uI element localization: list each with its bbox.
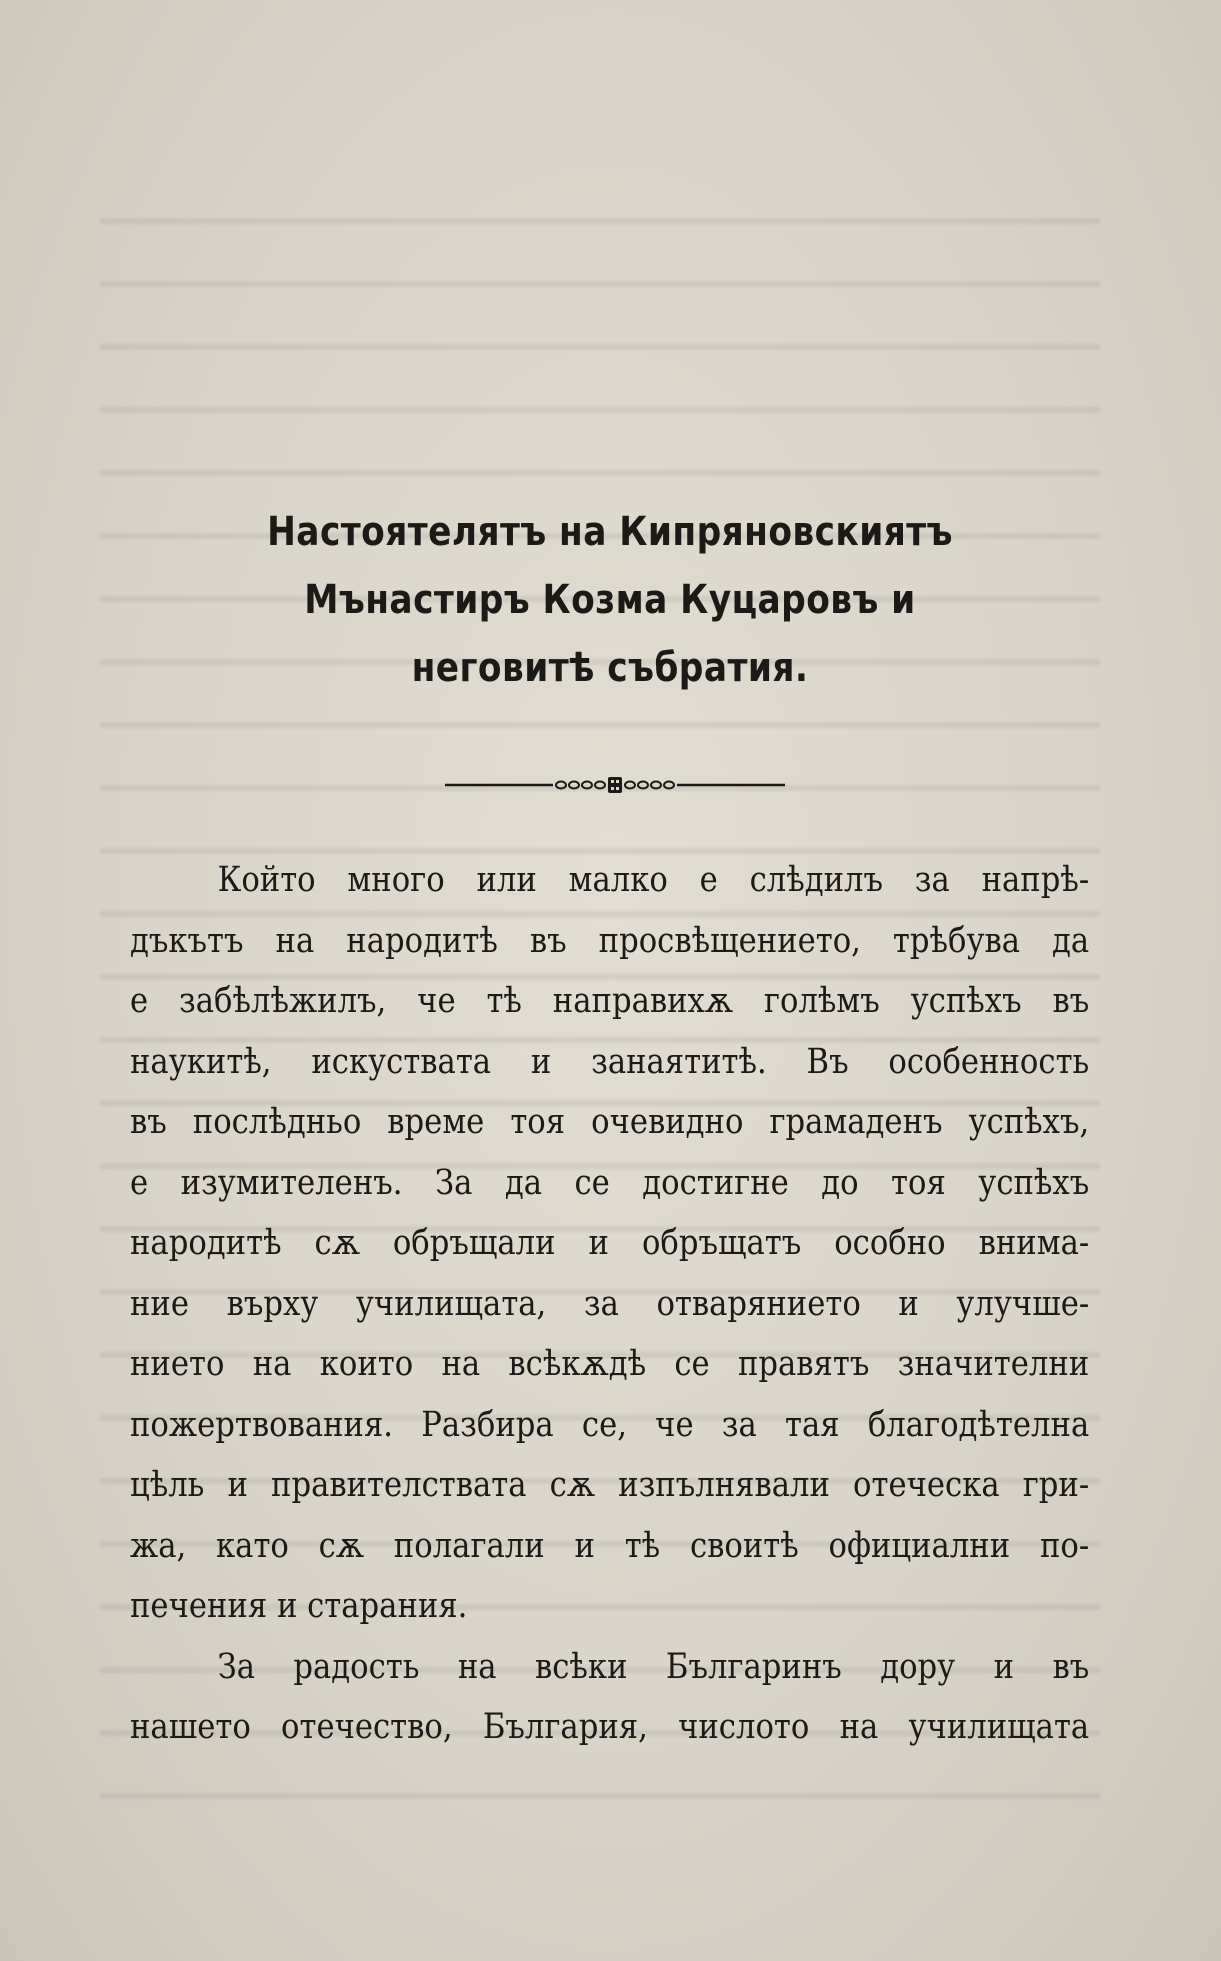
text-line: народитѣ сѫ обръщали и обръщатъ особно внима- xyxy=(130,1223,1090,1263)
text-line: нието на които на всѣкѫдѣ се правятъ значителни xyxy=(130,1344,1090,1384)
text-line: жа, като сѫ полагали и тѣ своитѣ официални по- xyxy=(130,1525,1090,1566)
text-line: цѣль и правителствата сѫ изпълнявали отеческа гри- xyxy=(130,1465,1090,1505)
text-line: въ послѣдньо време тоя очевидно грамаденъ успѣхъ, xyxy=(130,1102,1090,1142)
text-line: За радость на всѣки Българинъ дору и въ xyxy=(217,1646,1090,1687)
text-line: Който много или малко е слѣдилъ за напрѣ- xyxy=(217,860,1090,900)
page-heading xyxy=(214,498,1005,702)
heading-line-3: неговитѣ събратия. xyxy=(411,645,809,691)
text-line: наукитѣ, искуствата и занаятитѣ. Въ особенность xyxy=(130,1041,1090,1082)
heading-line-2: Мънастиръ Козма Куцаровъ и xyxy=(304,577,916,623)
body-text xyxy=(130,850,1090,1758)
heading-line-1: Настоятелятъ на Кипряновскиятъ xyxy=(267,509,953,555)
text-line: нашето отечество, България, числото на училищата xyxy=(130,1707,1090,1747)
text-line: пожертвования. Разбира се, че за тая благодѣтелна xyxy=(130,1404,1090,1445)
text-line: ние върху училищата, за отварянието и улучше- xyxy=(130,1283,1090,1324)
text-line: печения и старания. xyxy=(130,1586,468,1626)
ornamental-divider xyxy=(445,772,785,798)
text-line: дъкътъ на народитѣ въ просвѣщението, трѣбува да xyxy=(130,920,1090,961)
text-line: е забѣлѣжилъ, че тѣ направихѫ голѣмъ успѣхъ въ xyxy=(130,981,1090,1021)
text-line: е изумителенъ. За да се достигне до тоя успѣхъ xyxy=(130,1162,1090,1203)
